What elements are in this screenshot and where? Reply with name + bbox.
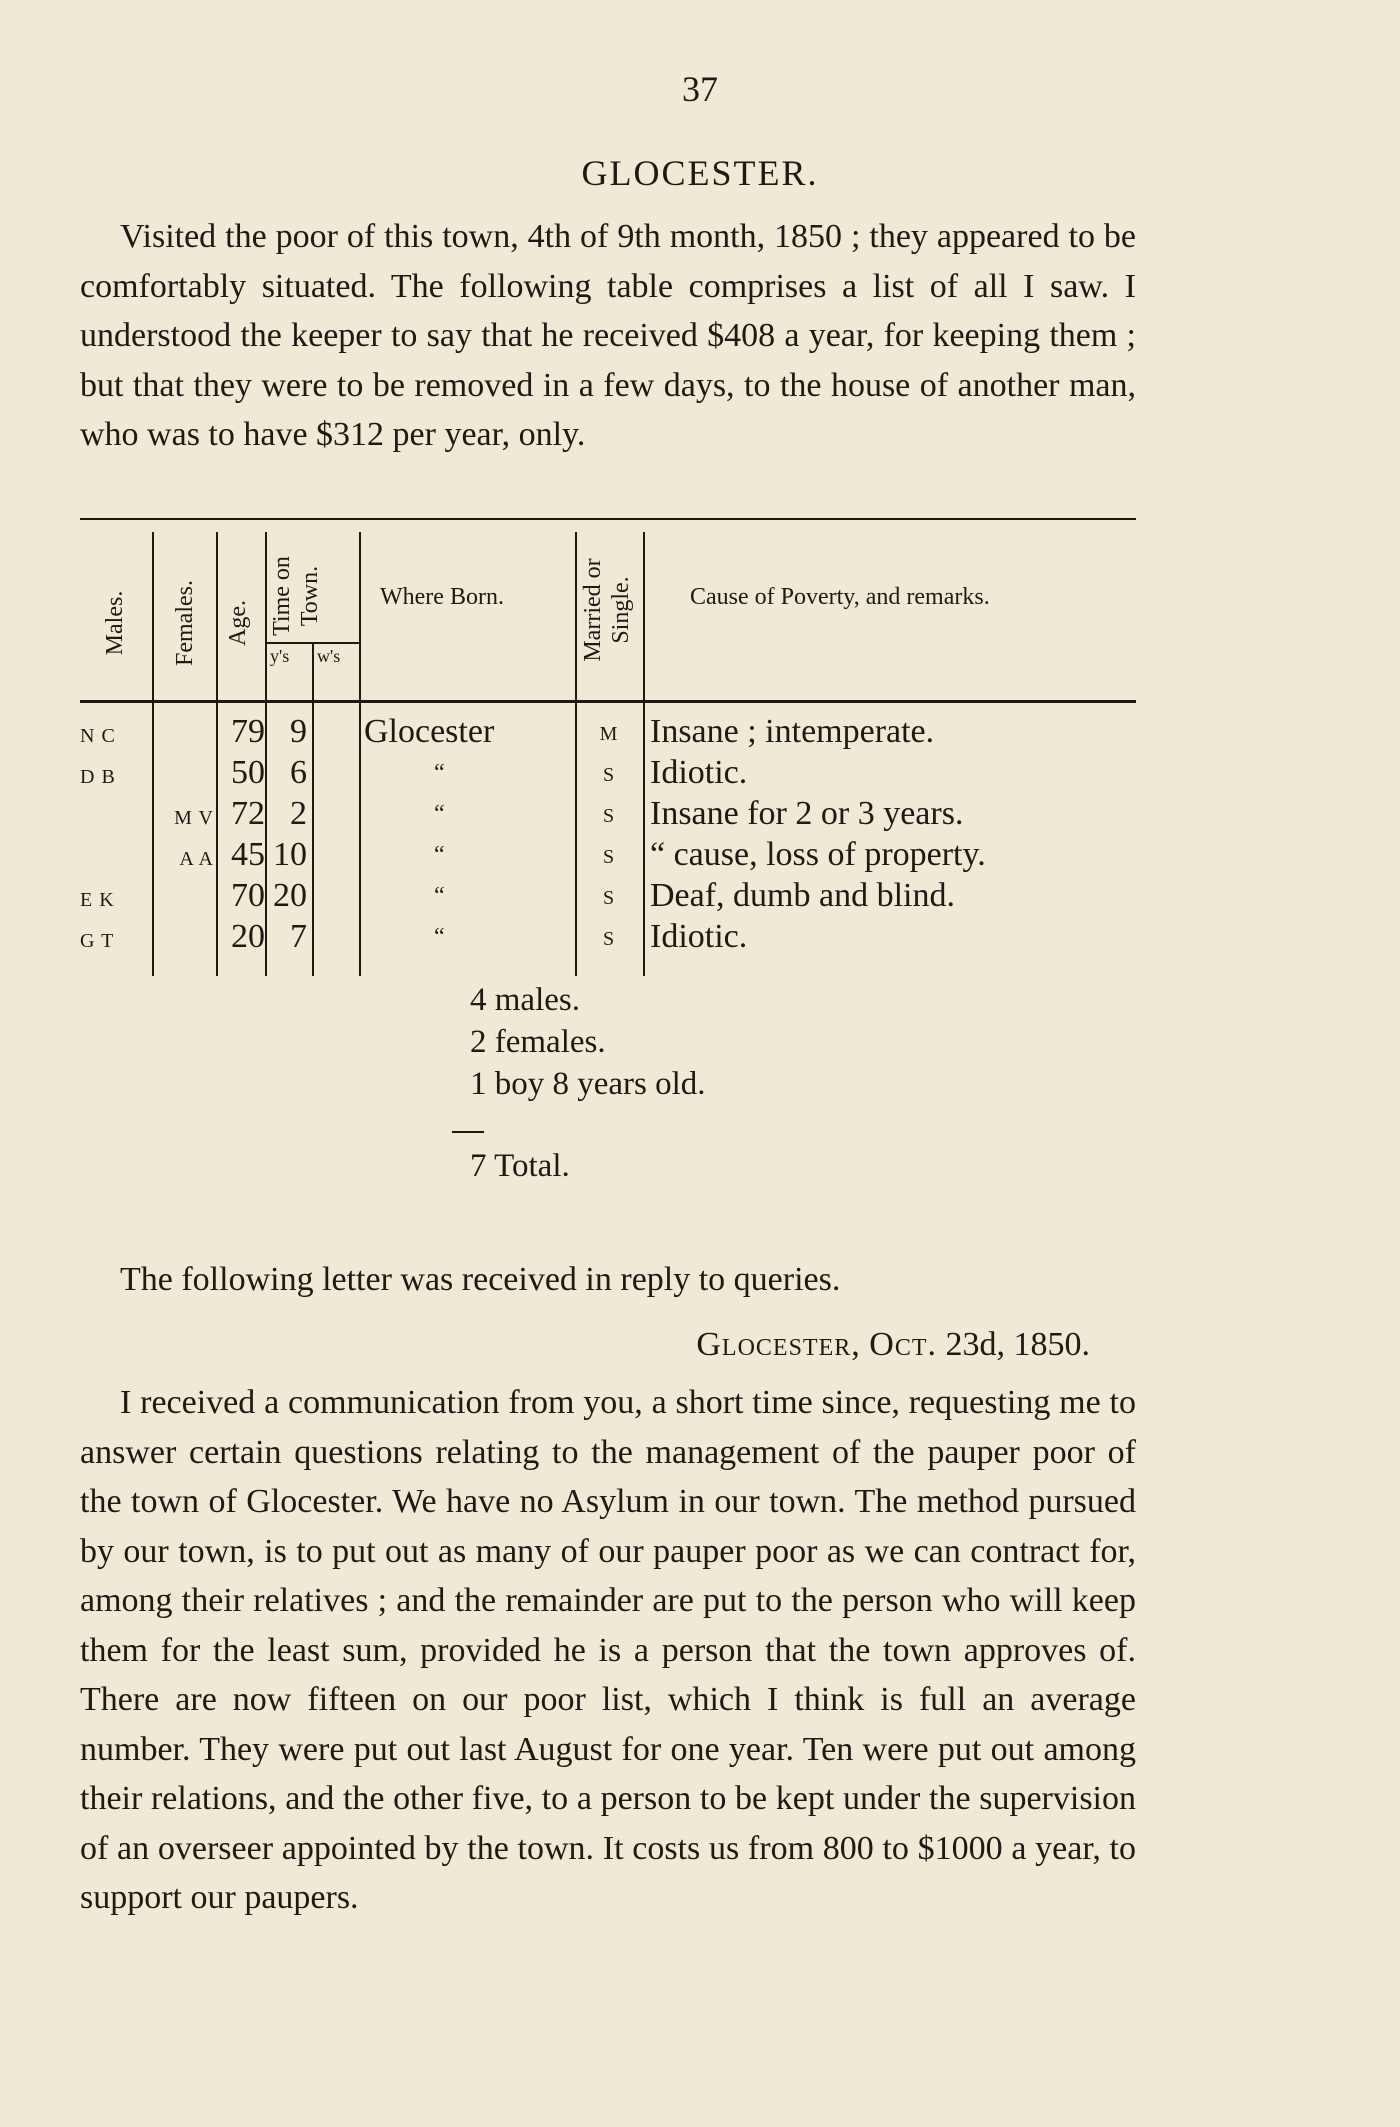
cell-male: E K xyxy=(80,889,115,911)
cell-married: S xyxy=(602,928,616,950)
header-females: Females. xyxy=(172,580,198,666)
col-divider xyxy=(643,532,645,976)
dateline-day: 23d, 1850. xyxy=(945,1326,1090,1363)
total-rule xyxy=(452,1131,484,1133)
cell-born: “ xyxy=(434,760,445,786)
cell-female: A A xyxy=(179,848,214,870)
cell-years: 9 xyxy=(290,713,307,750)
letter-body-text: I received a communication from you, a short time since, requesting me to answer certain questions relating to the management of the pauper poor of the town of Glocester. We have no Asylum in our town. The method pursued by our town, is to put out as many of our pauper poor as we can contract for, among their relatives ; and the remainder are put to the person who will keep them for the least sum, provided he is a person that the town approves of. There are now fifteen on our poor list, which I think is full an average number. They were put out last August for one year. Ten were put out among their relations, and the other five, to a person to be kept under the supervision of an overseer appointed by the town. It costs us from 800 to $1000 a year, to support our paupers. xyxy=(80,1384,1136,1916)
cell-years: 2 xyxy=(290,795,307,832)
cell-age: 20 xyxy=(231,918,265,955)
header-where-born: Where Born. xyxy=(380,584,504,610)
header-cause: Cause of Poverty, and remarks. xyxy=(690,584,990,610)
table-header-rule xyxy=(80,700,1136,703)
cell-cause: Insane ; intemperate. xyxy=(650,713,935,750)
cell-born: Glocester xyxy=(364,713,495,750)
intro-text: Visited the poor of this town, 4th of 9th month, 1850 ; they appeared to be comfortably situated. The following table comprises a list of all I saw. I understood the keeper to say that he received $408 a year, for keeping them ; but that they were to be removed in a few days, to the house of another man, who was to have $312 per year, only. xyxy=(80,218,1136,453)
cell-born: “ xyxy=(434,883,445,909)
page-number: 37 xyxy=(682,69,718,109)
header-males: Males. xyxy=(102,590,128,656)
cell-age: 79 xyxy=(231,713,265,750)
dateline-place: Glocester, xyxy=(696,1326,861,1363)
letter-intro-text: The following letter was received in reply to queries. xyxy=(120,1261,841,1298)
cell-age: 70 xyxy=(231,877,265,914)
header-time: Time on Town. xyxy=(269,556,323,636)
cell-born: “ xyxy=(434,801,445,827)
poor-table xyxy=(80,518,1136,955)
cell-born: “ xyxy=(434,924,445,950)
cell-born: “ xyxy=(434,842,445,868)
col-divider xyxy=(312,642,314,976)
section-title: GLOCESTER. xyxy=(581,153,819,193)
total-females: 2 females. xyxy=(470,1024,606,1060)
cell-male: G T xyxy=(80,930,115,952)
cell-married: S xyxy=(602,887,616,909)
cell-years: 7 xyxy=(290,918,307,955)
header-age: Age. xyxy=(225,600,251,646)
cell-cause: Deaf, dumb and blind. xyxy=(650,877,955,914)
header-ys: y's xyxy=(270,646,290,666)
letter-intro-paragraph xyxy=(80,1255,1136,1305)
cell-age: 45 xyxy=(231,836,265,873)
cell-cause: Insane for 2 or 3 years. xyxy=(650,795,964,832)
cell-female: M V xyxy=(174,807,214,829)
letter-body-paragraph xyxy=(80,1378,1136,1923)
cell-male: D B xyxy=(80,766,116,788)
letter-dateline xyxy=(80,1326,1090,1364)
table-top-rule xyxy=(80,518,1136,520)
header-ws: w's xyxy=(317,646,341,666)
header-married: Married or Single. xyxy=(580,558,634,662)
cell-married: S xyxy=(602,805,616,827)
col-divider xyxy=(152,532,154,976)
col-divider xyxy=(359,532,361,976)
total-boy: 1 boy 8 years old. xyxy=(470,1066,706,1102)
cell-married: S xyxy=(602,846,616,868)
cell-male: N C xyxy=(80,725,116,747)
cell-married: M xyxy=(599,723,619,745)
cell-age: 72 xyxy=(231,795,265,832)
total-all: 7 Total. xyxy=(470,1148,570,1184)
cell-years: 20 xyxy=(273,877,307,914)
cell-years: 6 xyxy=(290,754,307,791)
total-males: 4 males. xyxy=(470,982,580,1018)
intro-paragraph xyxy=(80,212,1136,460)
cell-age: 50 xyxy=(231,754,265,791)
cell-cause: “ cause, loss of property. xyxy=(650,836,986,873)
cell-cause: Idiotic. xyxy=(650,918,748,955)
cell-married: S xyxy=(602,764,616,786)
cell-cause: Idiotic. xyxy=(650,754,748,791)
dateline-month: Oct. xyxy=(869,1326,937,1363)
cell-years: 10 xyxy=(273,836,307,873)
